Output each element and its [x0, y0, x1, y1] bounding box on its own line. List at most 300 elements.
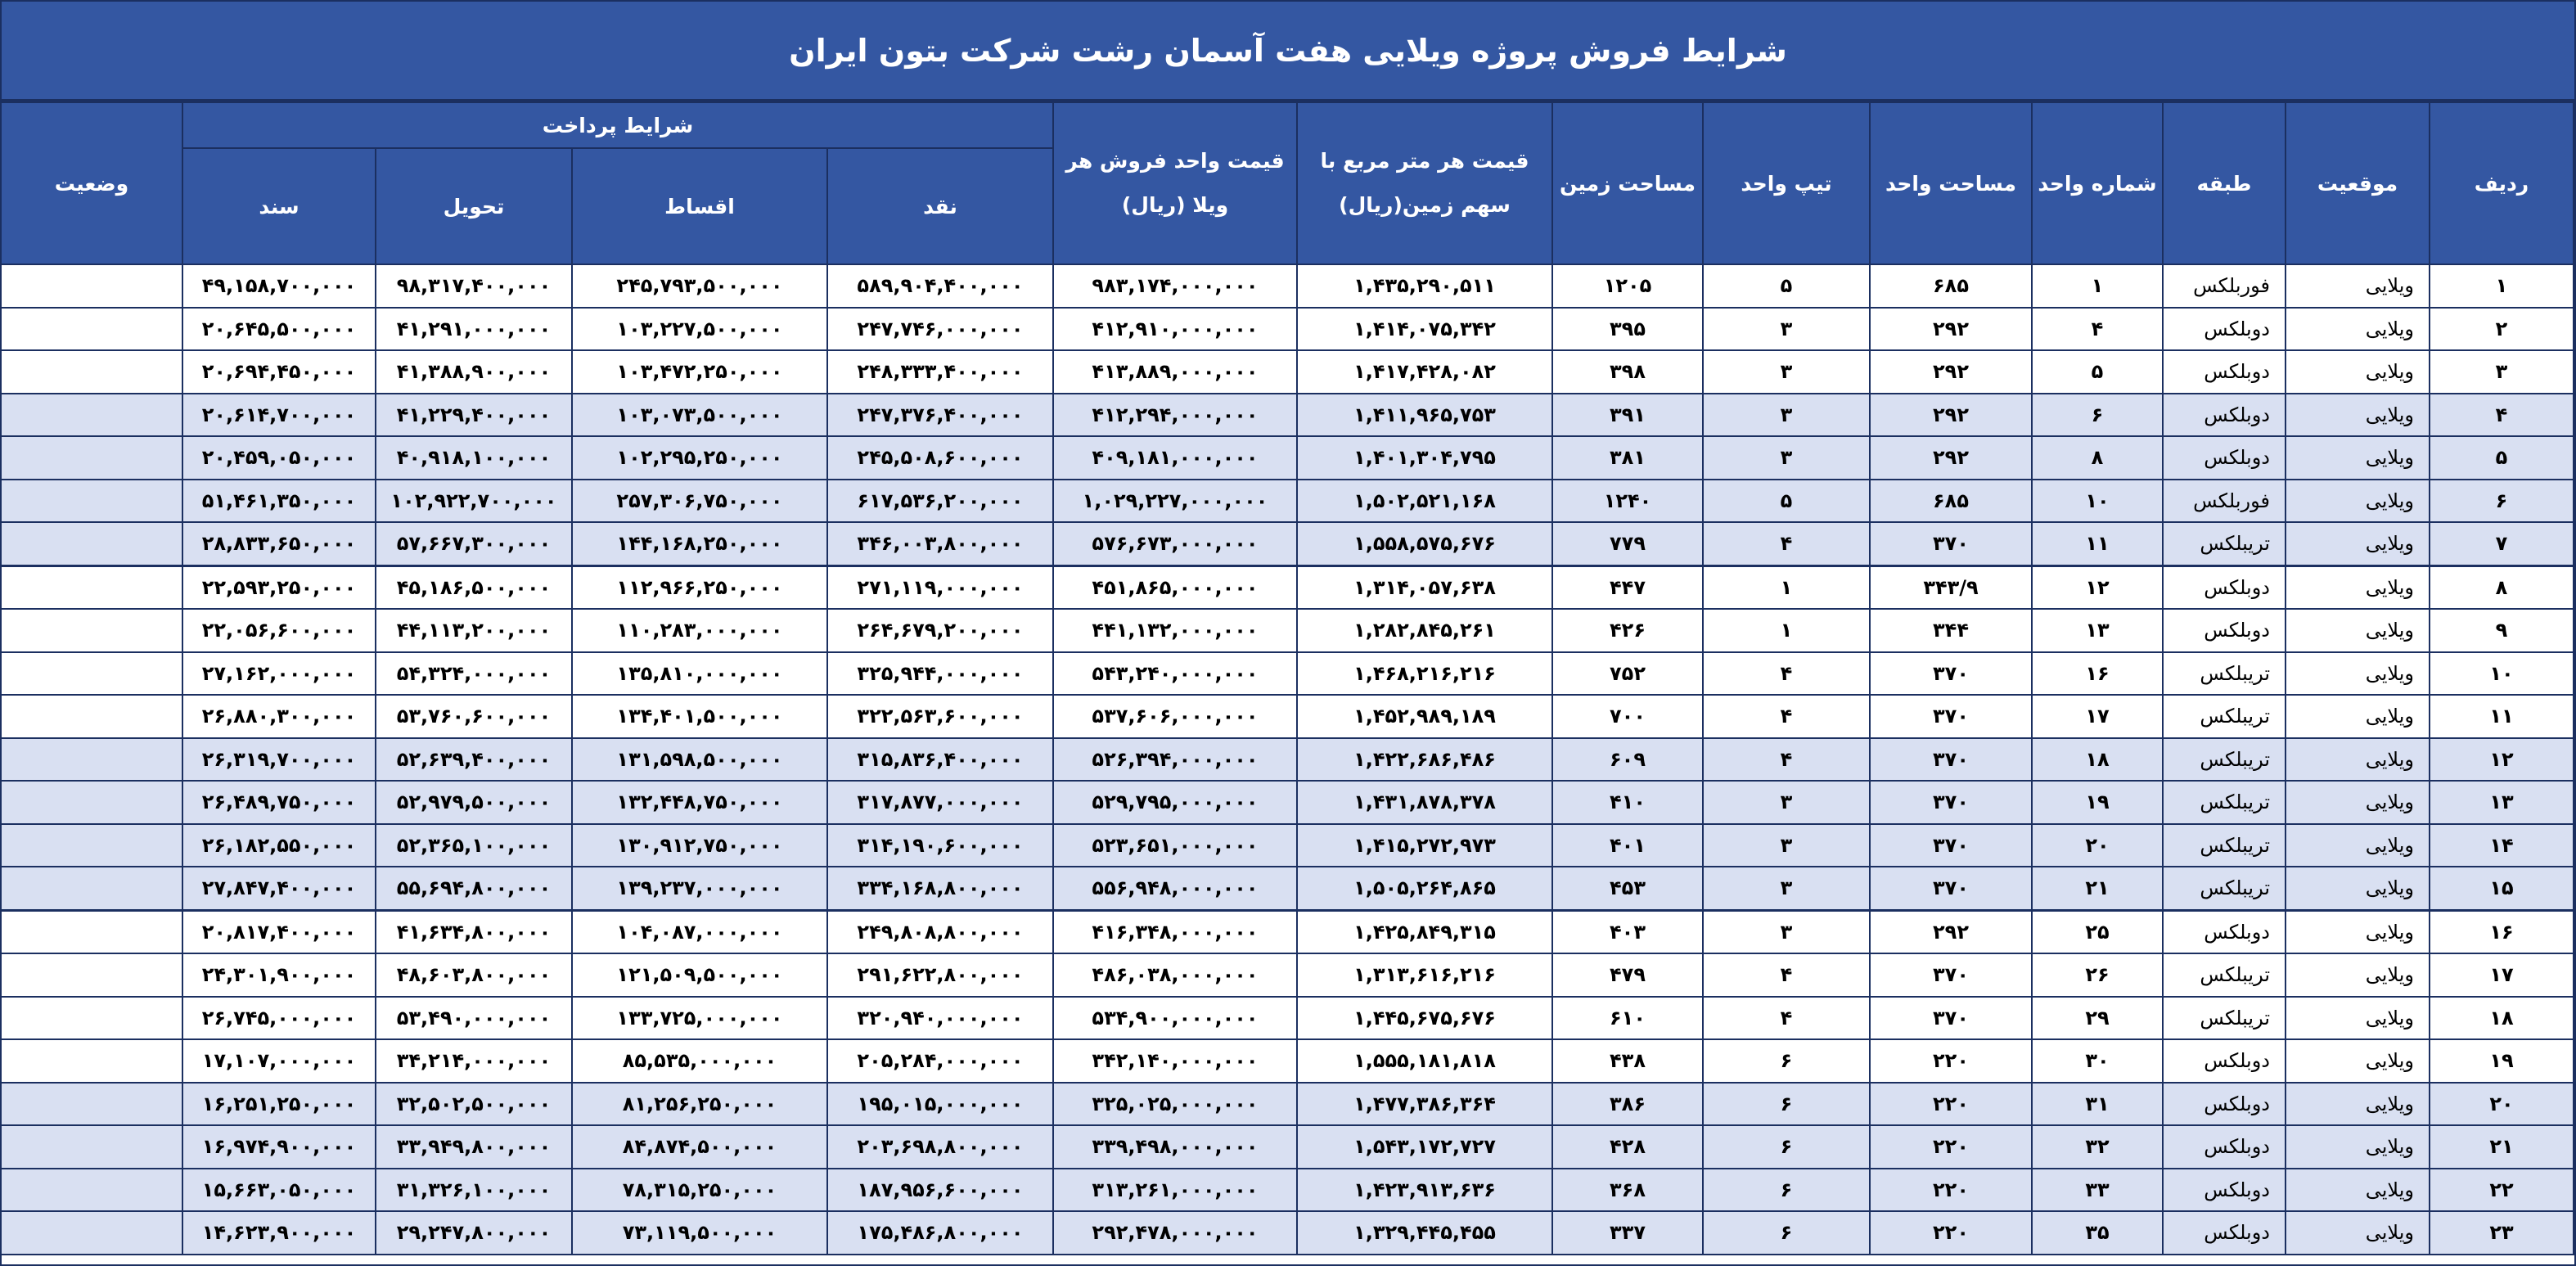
cell-status	[1, 480, 182, 523]
cell-unit-number: ۶	[2032, 394, 2163, 437]
cell-unit-price: ۵۲۶,۳۹۴,۰۰۰,۰۰۰	[1053, 738, 1297, 782]
cell-unit-area: ۳۷۰	[1870, 738, 2032, 782]
cell-price-per-m2: ۱,۴۲۳,۹۱۳,۶۳۶	[1297, 1169, 1552, 1212]
cell-installments: ۲۵۷,۳۰۶,۷۵۰,۰۰۰	[572, 480, 827, 523]
cell-location: ویلایی	[2286, 997, 2430, 1040]
table-row	[1, 867, 2574, 910]
cell-delivery: ۴۴,۱۱۳,۲۰۰,۰۰۰	[376, 609, 572, 652]
cell-location: ویلایی	[2286, 867, 2430, 910]
cell-price-per-m2: ۱,۵۵۵,۱۸۱,۸۱۸	[1297, 1039, 1552, 1083]
cell-floor: دوبلکس	[2163, 1211, 2286, 1255]
cell-floor: تریبلکس	[2163, 738, 2286, 782]
header-status: وضعیت	[1, 102, 182, 264]
header-installments: اقساط	[572, 148, 827, 264]
cell-floor: فوربلکس	[2163, 264, 2286, 308]
cell-unit-number: ۸	[2032, 436, 2163, 480]
header-unit-type: تیپ واحد	[1703, 102, 1870, 264]
cell-unit-price: ۴۱۶,۳۴۸,۰۰۰,۰۰۰	[1053, 910, 1297, 953]
cell-unit-price: ۵۳۴,۹۰۰,۰۰۰,۰۰۰	[1053, 997, 1297, 1040]
cell-price-per-m2: ۱,۴۱۴,۰۷۵,۳۴۲	[1297, 308, 1552, 351]
cell-cash: ۳۱۵,۸۳۶,۴۰۰,۰۰۰	[827, 738, 1053, 782]
cell-delivery: ۵۲,۹۷۹,۵۰۰,۰۰۰	[376, 781, 572, 824]
cell-cash: ۳۱۴,۱۹۰,۶۰۰,۰۰۰	[827, 824, 1053, 867]
cell-unit-price: ۳۴۲,۱۴۰,۰۰۰,۰۰۰	[1053, 1039, 1297, 1083]
cell-row-number: ۴	[2430, 394, 2574, 437]
cell-row-number: ۲۱	[2430, 1125, 2574, 1169]
cell-price-per-m2: ۱,۴۳۱,۸۷۸,۳۷۸	[1297, 781, 1552, 824]
cell-unit-number: ۱۶	[2032, 652, 2163, 696]
cell-unit-price: ۵۲۹,۷۹۵,۰۰۰,۰۰۰	[1053, 781, 1297, 824]
cell-price-per-m2: ۱,۳۱۳,۶۱۶,۲۱۶	[1297, 953, 1552, 997]
cell-unit-type: ۶	[1703, 1211, 1870, 1255]
cell-status	[1, 867, 182, 910]
cell-land-area: ۴۲۶	[1552, 609, 1703, 652]
cell-installments: ۱۱۲,۹۶۶,۲۵۰,۰۰۰	[572, 565, 827, 609]
header-delivery: تحویل	[376, 148, 572, 264]
cell-cash: ۳۳۴,۱۶۸,۸۰۰,۰۰۰	[827, 867, 1053, 910]
cell-location: ویلایی	[2286, 480, 2430, 523]
table-row	[1, 609, 2574, 652]
cell-installments: ۱۴۴,۱۶۸,۲۵۰,۰۰۰	[572, 522, 827, 565]
cell-delivery: ۳۳,۹۴۹,۸۰۰,۰۰۰	[376, 1125, 572, 1169]
cell-status	[1, 738, 182, 782]
cell-unit-price: ۴۴۱,۱۳۲,۰۰۰,۰۰۰	[1053, 609, 1297, 652]
cell-delivery: ۳۱,۳۲۶,۱۰۰,۰۰۰	[376, 1169, 572, 1212]
cell-installments: ۱۳۲,۴۴۸,۷۵۰,۰۰۰	[572, 781, 827, 824]
cell-unit-type: ۴	[1703, 738, 1870, 782]
table-row	[1, 997, 2574, 1040]
table-row	[1, 1125, 2574, 1169]
cell-unit-area: ۶۸۵	[1870, 480, 2032, 523]
cell-land-area: ۴۵۳	[1552, 867, 1703, 910]
cell-unit-type: ۳	[1703, 394, 1870, 437]
cell-floor: تریبلکس	[2163, 997, 2286, 1040]
cell-unit-number: ۱۰	[2032, 480, 2163, 523]
cell-unit-number: ۳۵	[2032, 1211, 2163, 1255]
cell-delivery: ۴۱,۶۳۴,۸۰۰,۰۰۰	[376, 910, 572, 953]
cell-unit-type: ۶	[1703, 1169, 1870, 1212]
cell-installments: ۱۳۰,۹۱۲,۷۵۰,۰۰۰	[572, 824, 827, 867]
table-body	[1, 264, 2574, 1255]
cell-row-number: ۱۹	[2430, 1039, 2574, 1083]
cell-delivery: ۵۷,۶۶۷,۳۰۰,۰۰۰	[376, 522, 572, 565]
cell-unit-number: ۱۷	[2032, 695, 2163, 738]
table-row	[1, 436, 2574, 480]
cell-land-area: ۳۳۷	[1552, 1211, 1703, 1255]
cell-installments: ۱۳۳,۷۲۵,۰۰۰,۰۰۰	[572, 997, 827, 1040]
cell-unit-type: ۳	[1703, 781, 1870, 824]
cell-installments: ۱۰۳,۰۷۳,۵۰۰,۰۰۰	[572, 394, 827, 437]
cell-unit-number: ۱۹	[2032, 781, 2163, 824]
cell-status	[1, 394, 182, 437]
cell-location: ویلایی	[2286, 1125, 2430, 1169]
cell-status	[1, 264, 182, 308]
header-deed: سند	[182, 148, 376, 264]
cell-row-number: ۱۱	[2430, 695, 2574, 738]
cell-row-number: ۱۷	[2430, 953, 2574, 997]
cell-unit-number: ۲۶	[2032, 953, 2163, 997]
cell-land-area: ۳۶۸	[1552, 1169, 1703, 1212]
cell-unit-area: ۲۲۰	[1870, 1211, 2032, 1255]
cell-delivery: ۵۳,۴۹۰,۰۰۰,۰۰۰	[376, 997, 572, 1040]
cell-land-area: ۳۹۵	[1552, 308, 1703, 351]
cell-location: ویلایی	[2286, 738, 2430, 782]
table-row	[1, 824, 2574, 867]
cell-unit-price: ۵۴۳,۲۴۰,۰۰۰,۰۰۰	[1053, 652, 1297, 696]
cell-location: ویلایی	[2286, 824, 2430, 867]
cell-price-per-m2: ۱,۴۵۲,۹۸۹,۱۸۹	[1297, 695, 1552, 738]
cell-floor: تریبلکس	[2163, 867, 2286, 910]
cell-deed: ۲۸,۸۳۳,۶۵۰,۰۰۰	[182, 522, 376, 565]
cell-floor: تریبلکس	[2163, 522, 2286, 565]
cell-cash: ۳۱۷,۸۷۷,۰۰۰,۰۰۰	[827, 781, 1053, 824]
cell-location: ویلایی	[2286, 350, 2430, 394]
cell-location: ویلایی	[2286, 522, 2430, 565]
cell-price-per-m2: ۱,۴۷۷,۳۸۶,۳۶۴	[1297, 1083, 1552, 1126]
cell-status	[1, 997, 182, 1040]
cell-unit-price: ۵۲۳,۶۵۱,۰۰۰,۰۰۰	[1053, 824, 1297, 867]
cell-installments: ۱۰۴,۰۸۷,۰۰۰,۰۰۰	[572, 910, 827, 953]
cell-unit-area: ۲۹۲	[1870, 910, 2032, 953]
cell-row-number: ۲	[2430, 308, 2574, 351]
cell-unit-number: ۲۵	[2032, 910, 2163, 953]
cell-installments: ۸۱,۲۵۶,۲۵۰,۰۰۰	[572, 1083, 827, 1126]
cell-land-area: ۱۲۴۰	[1552, 480, 1703, 523]
cell-unit-area: ۲۹۲	[1870, 436, 2032, 480]
cell-unit-price: ۴۵۱,۸۶۵,۰۰۰,۰۰۰	[1053, 565, 1297, 609]
header-payment-terms: شرایط پرداخت	[182, 102, 1053, 148]
cell-installments: ۱۰۲,۲۹۵,۲۵۰,۰۰۰	[572, 436, 827, 480]
cell-land-area: ۷۷۹	[1552, 522, 1703, 565]
cell-row-number: ۱۵	[2430, 867, 2574, 910]
cell-cash: ۲۴۷,۳۷۶,۴۰۰,۰۰۰	[827, 394, 1053, 437]
cell-land-area: ۳۸۶	[1552, 1083, 1703, 1126]
cell-delivery: ۴۸,۶۰۳,۸۰۰,۰۰۰	[376, 953, 572, 997]
cell-location: ویلایی	[2286, 1083, 2430, 1126]
cell-unit-number: ۲۹	[2032, 997, 2163, 1040]
cell-unit-type: ۴	[1703, 652, 1870, 696]
cell-unit-type: ۱	[1703, 565, 1870, 609]
cell-cash: ۲۷۱,۱۱۹,۰۰۰,۰۰۰	[827, 565, 1053, 609]
cell-unit-price: ۱,۰۲۹,۲۲۷,۰۰۰,۰۰۰	[1053, 480, 1297, 523]
cell-cash: ۵۸۹,۹۰۴,۴۰۰,۰۰۰	[827, 264, 1053, 308]
cell-unit-type: ۴	[1703, 522, 1870, 565]
cell-unit-price: ۴۸۶,۰۳۸,۰۰۰,۰۰۰	[1053, 953, 1297, 997]
cell-location: ویلایی	[2286, 953, 2430, 997]
header-unit-price: قیمت واحد فروش هر ویلا (ریال)	[1053, 102, 1297, 264]
cell-deed: ۲۷,۸۴۷,۴۰۰,۰۰۰	[182, 867, 376, 910]
cell-price-per-m2: ۱,۴۴۵,۶۷۵,۶۷۶	[1297, 997, 1552, 1040]
cell-location: ویلایی	[2286, 695, 2430, 738]
cell-deed: ۲۰,۸۱۷,۴۰۰,۰۰۰	[182, 910, 376, 953]
cell-floor: دوبلکس	[2163, 565, 2286, 609]
cell-location: ویلایی	[2286, 1039, 2430, 1083]
cell-delivery: ۹۸,۳۱۷,۴۰۰,۰۰۰	[376, 264, 572, 308]
cell-delivery: ۴۱,۲۲۹,۴۰۰,۰۰۰	[376, 394, 572, 437]
cell-land-area: ۴۴۷	[1552, 565, 1703, 609]
cell-deed: ۴۹,۱۵۸,۷۰۰,۰۰۰	[182, 264, 376, 308]
cell-cash: ۳۲۲,۵۶۳,۶۰۰,۰۰۰	[827, 695, 1053, 738]
cell-unit-type: ۵	[1703, 480, 1870, 523]
cell-status	[1, 1169, 182, 1212]
cell-unit-number: ۴	[2032, 308, 2163, 351]
cell-unit-type: ۱	[1703, 609, 1870, 652]
cell-price-per-m2: ۱,۳۱۴,۰۵۷,۶۳۸	[1297, 565, 1552, 609]
cell-deed: ۲۴,۳۰۱,۹۰۰,۰۰۰	[182, 953, 376, 997]
cell-unit-type: ۳	[1703, 436, 1870, 480]
cell-price-per-m2: ۱,۲۸۲,۸۴۵,۲۶۱	[1297, 609, 1552, 652]
table-row	[1, 1211, 2574, 1255]
cell-unit-area: ۳۷۰	[1870, 867, 2032, 910]
cell-land-area: ۴۱۰	[1552, 781, 1703, 824]
cell-unit-type: ۶	[1703, 1125, 1870, 1169]
cell-installments: ۱۰۳,۲۲۷,۵۰۰,۰۰۰	[572, 308, 827, 351]
cell-status	[1, 910, 182, 953]
cell-location: ویلایی	[2286, 910, 2430, 953]
cell-row-number: ۱	[2430, 264, 2574, 308]
cell-unit-area: ۳۷۰	[1870, 652, 2032, 696]
cell-unit-price: ۴۱۲,۹۱۰,۰۰۰,۰۰۰	[1053, 308, 1297, 351]
cell-cash: ۲۹۱,۶۲۲,۸۰۰,۰۰۰	[827, 953, 1053, 997]
cell-price-per-m2: ۱,۴۱۷,۴۲۸,۰۸۲	[1297, 350, 1552, 394]
cell-unit-type: ۴	[1703, 997, 1870, 1040]
cell-cash: ۱۷۵,۴۸۶,۸۰۰,۰۰۰	[827, 1211, 1053, 1255]
cell-location: ویلایی	[2286, 652, 2430, 696]
header-location: موقعیت	[2286, 102, 2430, 264]
cell-floor: دوبلکس	[2163, 1039, 2286, 1083]
cell-row-number: ۷	[2430, 522, 2574, 565]
cell-row-number: ۹	[2430, 609, 2574, 652]
cell-price-per-m2: ۱,۳۲۹,۴۴۵,۴۵۵	[1297, 1211, 1552, 1255]
cell-unit-price: ۵۳۷,۶۰۶,۰۰۰,۰۰۰	[1053, 695, 1297, 738]
cell-unit-type: ۴	[1703, 695, 1870, 738]
cell-installments: ۱۳۱,۵۹۸,۵۰۰,۰۰۰	[572, 738, 827, 782]
cell-installments: ۱۲۱,۵۰۹,۵۰۰,۰۰۰	[572, 953, 827, 997]
cell-installments: ۱۳۹,۲۳۷,۰۰۰,۰۰۰	[572, 867, 827, 910]
sales-table	[0, 101, 2574, 1255]
cell-land-area: ۴۰۱	[1552, 824, 1703, 867]
table-row	[1, 522, 2574, 565]
cell-unit-number: ۳۲	[2032, 1125, 2163, 1169]
cell-deed: ۵۱,۴۶۱,۳۵۰,۰۰۰	[182, 480, 376, 523]
cell-unit-price: ۲۹۲,۴۷۸,۰۰۰,۰۰۰	[1053, 1211, 1297, 1255]
cell-row-number: ۱۰	[2430, 652, 2574, 696]
cell-floor: تریبلکس	[2163, 695, 2286, 738]
cell-unit-type: ۳	[1703, 824, 1870, 867]
cell-land-area: ۱۲۰۵	[1552, 264, 1703, 308]
cell-status	[1, 609, 182, 652]
cell-cash: ۲۰۵,۲۸۴,۰۰۰,۰۰۰	[827, 1039, 1053, 1083]
cell-floor: دوبلکس	[2163, 394, 2286, 437]
cell-status	[1, 565, 182, 609]
cell-floor: فوربلکس	[2163, 480, 2286, 523]
cell-unit-area: ۲۲۰	[1870, 1039, 2032, 1083]
cell-floor: دوبلکس	[2163, 436, 2286, 480]
header-cash: نقد	[827, 148, 1053, 264]
cell-installments: ۷۸,۳۱۵,۲۵۰,۰۰۰	[572, 1169, 827, 1212]
cell-delivery: ۳۲,۵۰۲,۵۰۰,۰۰۰	[376, 1083, 572, 1126]
cell-unit-area: ۲۹۲	[1870, 308, 2032, 351]
cell-row-number: ۲۰	[2430, 1083, 2574, 1126]
cell-price-per-m2: ۱,۵۵۸,۵۷۵,۶۷۶	[1297, 522, 1552, 565]
cell-price-per-m2: ۱,۴۳۵,۲۹۰,۵۱۱	[1297, 264, 1552, 308]
cell-unit-area: ۳۷۰	[1870, 997, 2032, 1040]
table-row	[1, 480, 2574, 523]
cell-deed: ۱۵,۶۶۳,۰۵۰,۰۰۰	[182, 1169, 376, 1212]
cell-status	[1, 953, 182, 997]
table-row	[1, 695, 2574, 738]
cell-unit-number: ۱۸	[2032, 738, 2163, 782]
cell-row-number: ۱۸	[2430, 997, 2574, 1040]
cell-cash: ۱۸۷,۹۵۶,۶۰۰,۰۰۰	[827, 1169, 1053, 1212]
cell-unit-number: ۳۱	[2032, 1083, 2163, 1126]
cell-land-area: ۴۰۳	[1552, 910, 1703, 953]
cell-location: ویلایی	[2286, 609, 2430, 652]
cell-delivery: ۵۳,۷۶۰,۶۰۰,۰۰۰	[376, 695, 572, 738]
cell-status	[1, 1083, 182, 1126]
cell-delivery: ۳۴,۲۱۴,۰۰۰,۰۰۰	[376, 1039, 572, 1083]
header-unit-number: شماره واحد	[2032, 102, 2163, 264]
cell-unit-area: ۳۷۰	[1870, 824, 2032, 867]
cell-delivery: ۴۵,۱۸۶,۵۰۰,۰۰۰	[376, 565, 572, 609]
cell-delivery: ۵۲,۶۳۹,۴۰۰,۰۰۰	[376, 738, 572, 782]
cell-status	[1, 350, 182, 394]
cell-deed: ۲۶,۸۸۰,۳۰۰,۰۰۰	[182, 695, 376, 738]
cell-deed: ۲۰,۶۴۵,۵۰۰,۰۰۰	[182, 308, 376, 351]
cell-delivery: ۴۱,۳۸۸,۹۰۰,۰۰۰	[376, 350, 572, 394]
cell-unit-area: ۲۹۲	[1870, 394, 2032, 437]
cell-deed: ۱۷,۱۰۷,۰۰۰,۰۰۰	[182, 1039, 376, 1083]
cell-unit-area: ۲۹۲	[1870, 350, 2032, 394]
cell-installments: ۱۰۳,۴۷۲,۲۵۰,۰۰۰	[572, 350, 827, 394]
cell-unit-area: ۲۲۰	[1870, 1169, 2032, 1212]
cell-unit-number: ۱۱	[2032, 522, 2163, 565]
cell-status	[1, 1211, 182, 1255]
cell-row-number: ۱۴	[2430, 824, 2574, 867]
header-unit-area: مساحت واحد	[1870, 102, 2032, 264]
cell-cash: ۶۱۷,۵۳۶,۲۰۰,۰۰۰	[827, 480, 1053, 523]
cell-installments: ۸۵,۵۳۵,۰۰۰,۰۰۰	[572, 1039, 827, 1083]
cell-land-area: ۳۹۱	[1552, 394, 1703, 437]
cell-location: ویلایی	[2286, 781, 2430, 824]
cell-row-number: ۱۳	[2430, 781, 2574, 824]
cell-unit-type: ۳	[1703, 867, 1870, 910]
cell-location: ویلایی	[2286, 1211, 2430, 1255]
cell-unit-area: ۳۴۳/۹	[1870, 565, 2032, 609]
cell-deed: ۲۷,۱۶۲,۰۰۰,۰۰۰	[182, 652, 376, 696]
table-row	[1, 1083, 2574, 1126]
cell-installments: ۲۴۵,۷۹۳,۵۰۰,۰۰۰	[572, 264, 827, 308]
cell-row-number: ۵	[2430, 436, 2574, 480]
cell-deed: ۲۲,۵۹۳,۲۵۰,۰۰۰	[182, 565, 376, 609]
cell-row-number: ۳	[2430, 350, 2574, 394]
table-row	[1, 394, 2574, 437]
cell-location: ویلایی	[2286, 308, 2430, 351]
cell-price-per-m2: ۱,۴۰۱,۳۰۴,۷۹۵	[1297, 436, 1552, 480]
cell-unit-price: ۳۲۵,۰۲۵,۰۰۰,۰۰۰	[1053, 1083, 1297, 1126]
cell-unit-price: ۴۱۲,۲۹۴,۰۰۰,۰۰۰	[1053, 394, 1297, 437]
cell-floor: تریبلکس	[2163, 781, 2286, 824]
table-title: شرایط فروش پروژه ویلایی هفت آسمان رشت شرکت بتون ایران	[2, 2, 2574, 101]
cell-installments: ۸۴,۸۷۴,۵۰۰,۰۰۰	[572, 1125, 827, 1169]
cell-land-area: ۴۳۸	[1552, 1039, 1703, 1083]
cell-land-area: ۴۲۸	[1552, 1125, 1703, 1169]
cell-unit-number: ۳۰	[2032, 1039, 2163, 1083]
cell-installments: ۷۳,۱۱۹,۵۰۰,۰۰۰	[572, 1211, 827, 1255]
cell-deed: ۲۰,۴۵۹,۰۵۰,۰۰۰	[182, 436, 376, 480]
cell-price-per-m2: ۱,۴۲۲,۶۸۶,۴۸۶	[1297, 738, 1552, 782]
cell-location: ویلایی	[2286, 436, 2430, 480]
cell-unit-area: ۳۷۰	[1870, 695, 2032, 738]
cell-location: ویلایی	[2286, 394, 2430, 437]
cell-price-per-m2: ۱,۴۱۱,۹۶۵,۷۵۳	[1297, 394, 1552, 437]
cell-land-area: ۶۰۹	[1552, 738, 1703, 782]
cell-status	[1, 1039, 182, 1083]
cell-delivery: ۲۹,۲۴۷,۸۰۰,۰۰۰	[376, 1211, 572, 1255]
cell-location: ویلایی	[2286, 1169, 2430, 1212]
cell-cash: ۲۴۷,۷۴۶,۰۰۰,۰۰۰	[827, 308, 1053, 351]
cell-delivery: ۱۰۲,۹۲۲,۷۰۰,۰۰۰	[376, 480, 572, 523]
table-row	[1, 308, 2574, 351]
cell-land-area: ۶۱۰	[1552, 997, 1703, 1040]
cell-row-number: ۲۳	[2430, 1211, 2574, 1255]
cell-cash: ۳۴۶,۰۰۳,۸۰۰,۰۰۰	[827, 522, 1053, 565]
cell-unit-area: ۳۴۴	[1870, 609, 2032, 652]
table-row	[1, 565, 2574, 609]
cell-unit-number: ۲۱	[2032, 867, 2163, 910]
cell-unit-number: ۵	[2032, 350, 2163, 394]
cell-price-per-m2: ۱,۵۰۲,۵۲۱,۱۶۸	[1297, 480, 1552, 523]
cell-cash: ۱۹۵,۰۱۵,۰۰۰,۰۰۰	[827, 1083, 1053, 1126]
cell-price-per-m2: ۱,۵۴۳,۱۷۲,۷۲۷	[1297, 1125, 1552, 1169]
table-row	[1, 910, 2574, 953]
cell-row-number: ۶	[2430, 480, 2574, 523]
cell-unit-number: ۲۰	[2032, 824, 2163, 867]
cell-cash: ۳۲۵,۹۴۴,۰۰۰,۰۰۰	[827, 652, 1053, 696]
table-row	[1, 953, 2574, 997]
table-row	[1, 781, 2574, 824]
cell-unit-price: ۴۱۳,۸۸۹,۰۰۰,۰۰۰	[1053, 350, 1297, 394]
cell-cash: ۲۴۸,۳۳۳,۴۰۰,۰۰۰	[827, 350, 1053, 394]
table-row	[1, 1039, 2574, 1083]
cell-floor: دوبلکس	[2163, 910, 2286, 953]
cell-unit-type: ۳	[1703, 308, 1870, 351]
cell-land-area: ۳۸۱	[1552, 436, 1703, 480]
cell-unit-type: ۵	[1703, 264, 1870, 308]
cell-floor: تریبلکس	[2163, 824, 2286, 867]
cell-status	[1, 781, 182, 824]
cell-unit-type: ۴	[1703, 953, 1870, 997]
cell-status	[1, 436, 182, 480]
cell-status	[1, 695, 182, 738]
cell-status	[1, 1125, 182, 1169]
cell-deed: ۲۰,۶۱۴,۷۰۰,۰۰۰	[182, 394, 376, 437]
cell-deed: ۱۶,۲۵۱,۲۵۰,۰۰۰	[182, 1083, 376, 1126]
cell-floor: دوبلکس	[2163, 609, 2286, 652]
cell-deed: ۲۶,۱۸۲,۵۵۰,۰۰۰	[182, 824, 376, 867]
cell-unit-price: ۳۳۹,۴۹۸,۰۰۰,۰۰۰	[1053, 1125, 1297, 1169]
cell-cash: ۳۲۰,۹۴۰,۰۰۰,۰۰۰	[827, 997, 1053, 1040]
cell-unit-price: ۴۰۹,۱۸۱,۰۰۰,۰۰۰	[1053, 436, 1297, 480]
cell-unit-number: ۳۳	[2032, 1169, 2163, 1212]
cell-installments: ۱۳۴,۴۰۱,۵۰۰,۰۰۰	[572, 695, 827, 738]
cell-price-per-m2: ۱,۴۶۸,۲۱۶,۲۱۶	[1297, 652, 1552, 696]
cell-price-per-m2: ۱,۴۲۵,۸۴۹,۳۱۵	[1297, 910, 1552, 953]
table-row	[1, 738, 2574, 782]
cell-unit-area: ۳۷۰	[1870, 522, 2032, 565]
cell-deed: ۲۲,۰۵۶,۶۰۰,۰۰۰	[182, 609, 376, 652]
cell-unit-area: ۳۷۰	[1870, 781, 2032, 824]
